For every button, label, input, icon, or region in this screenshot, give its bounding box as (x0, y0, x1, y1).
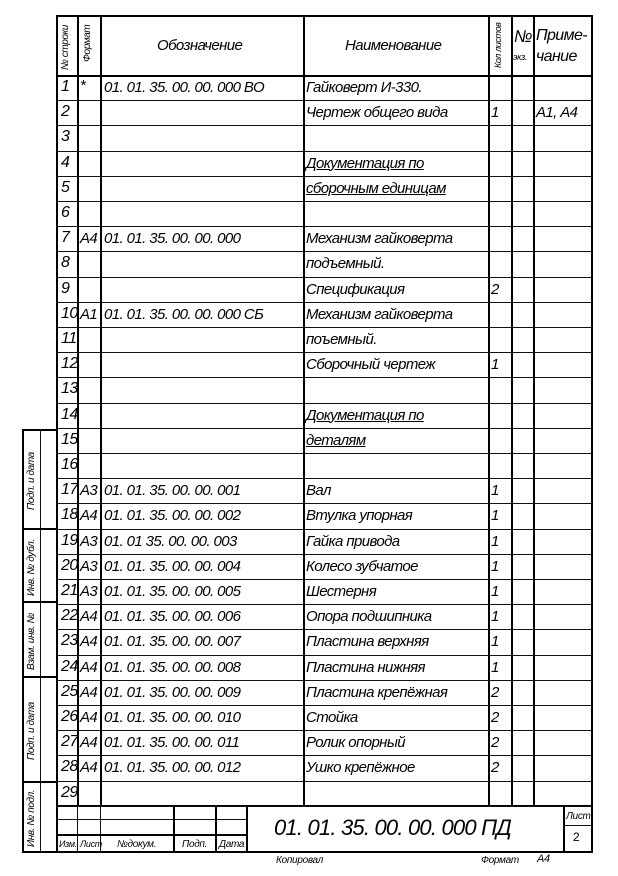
row-number: 28 (61, 758, 78, 776)
row-number: 19 (61, 531, 78, 549)
row-divider (56, 730, 592, 731)
row-number: 14 (61, 405, 78, 423)
row-format: А1 (80, 305, 98, 323)
row-format: * (80, 77, 86, 94)
row-format: А4 (80, 608, 98, 626)
row-designation: 01. 01. 35. 00. 00. 011 (104, 734, 240, 752)
header-row-no: № строки (60, 24, 71, 70)
side-sign-date-1: Подп. и дата (26, 451, 37, 510)
row-name: Механизм гайковерта (306, 305, 453, 323)
row-designation: 01. 01. 35. 00. 00. 012 (104, 759, 241, 777)
row-number: 10 (61, 304, 78, 322)
row-number: 27 (61, 733, 78, 751)
row-note: А1, А4 (536, 104, 578, 122)
row-divider (56, 781, 592, 782)
col-sheet: Лист (80, 839, 102, 849)
row-format: А4 (80, 709, 98, 726)
row-name: Опора подшипника (306, 608, 432, 626)
row-divider (56, 453, 592, 454)
row-format: А3 (80, 557, 98, 575)
row-designation: 01. 01 35. 00. 00. 003 (104, 532, 237, 550)
row-number: 8 (61, 254, 70, 272)
row-divider (56, 302, 592, 303)
row-name: Гайка привода (306, 532, 400, 550)
row-name: Документация по (306, 154, 424, 172)
row-name: Пластина верхняя (306, 633, 429, 651)
row-name: Сборочный чертеж (306, 356, 436, 374)
row-name: Ушко крепёжное (306, 759, 415, 777)
row-number: 7 (61, 229, 70, 247)
row-divider (56, 125, 592, 126)
row-number: 6 (61, 204, 70, 221)
header-copy-no-sub: экз. (513, 52, 528, 62)
row-format: А4 (80, 507, 98, 525)
row-designation: 01. 01. 35. 00. 00. 000 СБ (104, 305, 264, 323)
row-format: А4 (80, 633, 98, 651)
row-designation: 01. 01. 35. 00. 00. 009 (104, 683, 241, 701)
row-name: поъемный. (306, 331, 377, 348)
row-name: Шестерня (306, 583, 377, 600)
row-divider (56, 604, 592, 605)
row-number: 29 (61, 783, 78, 801)
row-designation: 01. 01. 35. 00. 00. 001 (104, 482, 241, 500)
sheet-number: 2 (573, 830, 580, 844)
document-code: 01. 01. 35. 00. 00. 000 ПД (274, 815, 511, 840)
row-name: подъемный. (306, 255, 385, 273)
side-replace-inv-no: Взам. инв. № (26, 612, 37, 670)
row-divider (56, 176, 592, 177)
row-designation: 01. 01. 35. 00. 00. 010 (104, 709, 241, 726)
row-format: А4 (80, 734, 98, 752)
row-quantity: 1 (491, 532, 499, 550)
row-divider (56, 277, 592, 278)
row-number: 21 (61, 582, 78, 599)
row-name: Втулка упорная (306, 507, 413, 525)
row-name: сборочным единицам (306, 179, 446, 197)
row-name: Документация по (306, 406, 424, 424)
row-divider (56, 352, 592, 353)
row-divider (56, 251, 592, 252)
row-divider (56, 629, 592, 630)
row-designation: 01. 01. 35. 00. 00. 004 (104, 557, 241, 575)
row-number: 18 (61, 506, 78, 524)
row-number: 22 (61, 607, 78, 625)
row-designation: 01. 01. 35. 00. 00. 000 (104, 230, 241, 248)
row-name: Спецификация (306, 280, 405, 298)
row-number: 5 (61, 178, 70, 196)
row-divider (56, 554, 592, 555)
row-format: А4 (80, 683, 98, 701)
row-format: А4 (80, 658, 98, 676)
header-note: Приме- (536, 27, 587, 44)
row-divider (56, 478, 592, 479)
row-divider (56, 377, 592, 378)
row-number: 23 (61, 632, 78, 650)
copied-label: Копировал (276, 855, 324, 866)
row-number: 11 (61, 330, 77, 347)
header-name: Наименование (345, 37, 442, 54)
row-quantity: 1 (491, 507, 499, 525)
row-number: 4 (61, 153, 70, 171)
header-format: Формат (82, 24, 93, 62)
row-quantity: 1 (491, 583, 499, 600)
row-name: Пластина крепёжная (306, 683, 448, 701)
row-name: Гайковерт И-330. (306, 79, 422, 96)
row-divider (56, 100, 592, 101)
row-format: А3 (80, 583, 98, 600)
header-designation: Обозначение (157, 37, 243, 54)
row-designation: 01. 01. 35. 00. 00. 007 (104, 633, 241, 651)
row-quantity: 1 (491, 633, 499, 651)
format-value: А4 (537, 853, 550, 865)
row-format: А4 (80, 759, 98, 777)
row-designation: 01. 01. 35. 00. 00. 006 (104, 608, 241, 626)
row-divider (56, 655, 592, 656)
row-quantity: 1 (491, 658, 499, 676)
row-quantity: 2 (491, 683, 499, 701)
row-number: 13 (61, 380, 78, 398)
row-name: Пластина нижняя (306, 658, 425, 676)
header-sheets: Кол листов (493, 22, 503, 68)
row-number: 2 (61, 103, 70, 121)
row-number: 3 (61, 128, 70, 146)
side-orig-inv-no: Инв. № подл. (26, 789, 37, 848)
col-signature: Подп. (182, 839, 208, 850)
row-divider (56, 680, 592, 681)
col-change: Изм. (59, 839, 77, 849)
row-number: 1 (61, 78, 70, 95)
row-divider (56, 226, 592, 227)
row-quantity: 1 (491, 557, 499, 575)
col-doc-no: №докум. (117, 839, 157, 850)
row-designation: 01. 01. 35. 00. 00. 000 ВО (104, 79, 265, 96)
sheet-label: Лист (566, 811, 591, 822)
row-name: Механизм гайковерта (306, 230, 453, 248)
row-format: А4 (80, 230, 98, 248)
row-name: Ролик опорный (306, 734, 406, 752)
row-designation: 01. 01. 35. 00. 00. 005 (104, 583, 241, 600)
row-format: А3 (80, 532, 98, 550)
row-quantity: 2 (491, 709, 499, 726)
row-divider (56, 579, 592, 580)
format-label: Формат (481, 855, 519, 866)
row-number: 12 (61, 355, 78, 373)
row-quantity: 2 (491, 734, 499, 752)
row-number: 26 (61, 708, 78, 725)
row-divider (56, 327, 592, 328)
row-divider (56, 529, 592, 530)
row-divider (56, 503, 592, 504)
row-name: Колесо зубчатое (306, 557, 418, 575)
side-sign-date-2: Подп. и дата (26, 701, 37, 760)
row-number: 16 (61, 456, 78, 473)
row-divider (56, 705, 592, 706)
row-divider (56, 201, 592, 202)
row-quantity: 2 (491, 759, 499, 777)
row-name: Вал (306, 482, 331, 500)
row-divider (56, 428, 592, 429)
row-quantity: 1 (491, 356, 499, 374)
row-name: деталям (306, 431, 366, 449)
row-name: Чертеж общего вида (306, 104, 448, 122)
row-divider (56, 806, 592, 807)
row-format: А3 (80, 482, 98, 500)
row-quantity: 1 (491, 608, 499, 626)
row-number: 9 (61, 279, 70, 297)
row-designation: 01. 01. 35. 00. 00. 008 (104, 658, 241, 676)
row-divider (56, 755, 592, 756)
row-number: 17 (61, 481, 78, 499)
row-quantity: 1 (491, 482, 499, 500)
row-number: 25 (61, 682, 78, 700)
row-name: Стойка (306, 709, 358, 726)
row-quantity: 2 (491, 280, 499, 298)
header-note-2: чание (536, 48, 577, 65)
header-copy-no: № (514, 27, 532, 46)
row-quantity: 1 (491, 104, 499, 122)
row-number: 20 (61, 556, 78, 574)
row-designation: 01. 01. 35. 00. 00. 002 (104, 507, 241, 525)
side-dup-inv-no: Инв. № дубл. (26, 538, 37, 596)
row-number: 15 (61, 430, 78, 448)
col-date: Дата (219, 839, 245, 850)
row-divider (56, 151, 592, 152)
row-divider (56, 403, 592, 404)
row-number: 24 (61, 657, 78, 675)
